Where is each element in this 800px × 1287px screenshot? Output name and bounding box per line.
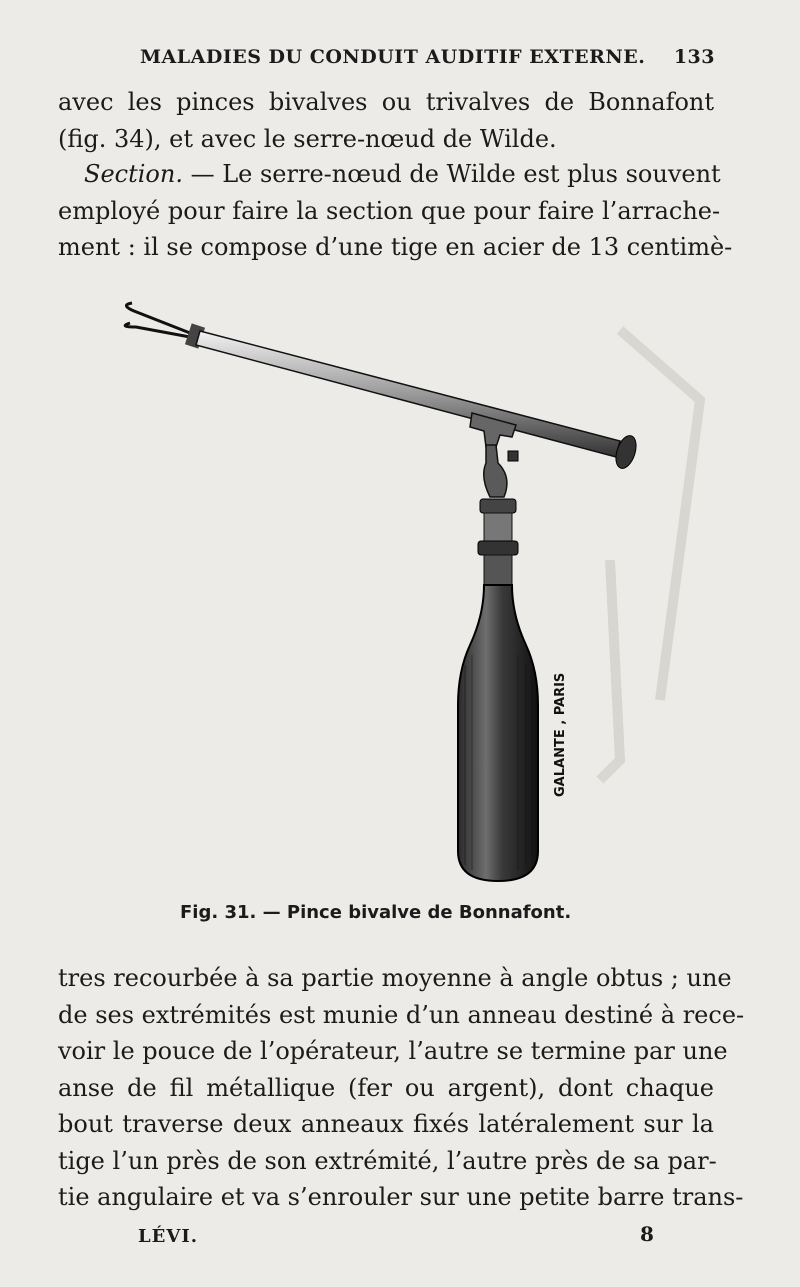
instrument-illustration <box>120 285 660 885</box>
text-line: ment : il se compose d’une tige en acier de 13 centimè- <box>58 233 733 261</box>
sheet-number: 8 <box>640 1222 654 1246</box>
section-heading-rest: — Le serre-nœud de Wilde est plus souvent <box>182 160 721 188</box>
text-line: bout traverse deux anneaux fixés latéralement sur la <box>58 1110 714 1138</box>
text-line: tie angulaire et va s’enrouler sur une petite barre trans- <box>58 1183 744 1211</box>
text-line: (fig. 34), et avec le serre-nœud de Wilde. <box>58 124 557 153</box>
text-line <box>58 156 721 193</box>
paragraph-1 <box>58 84 714 157</box>
page-number: 133 <box>673 46 715 68</box>
signature-mark: LÉVI. <box>138 1226 199 1247</box>
figure-caption: Fig. 31. — Pince bivalve de Bonnafont. <box>180 902 572 923</box>
text-line: voir le pouce de l’opérateur, l’autre se termine par une <box>58 1037 728 1065</box>
text-line: anse de fil métallique (fer ou argent), dont chaque <box>58 1073 714 1102</box>
paragraph-3 <box>58 960 745 1216</box>
text-line: tige l’un près de son extrémité, l’autre près de sa par- <box>58 1146 717 1175</box>
paragraph-2 <box>58 156 733 266</box>
text-line: de ses extrémités est munie d’un anneau destiné à rece- <box>58 1000 745 1029</box>
running-title: MALADIES DU CONDUIT AUDITIF EXTERNE. <box>140 46 646 68</box>
text-line: avec les pinces bivalves ou trivalves de Bonnafont <box>58 88 714 116</box>
maker-mark: GALANTE , PARIS <box>553 672 568 797</box>
text-line: tres recourbée à sa partie moyenne à angle obtus ; une <box>58 964 732 992</box>
text-line: employé pour faire la section que pour faire l’arrache- <box>58 196 721 225</box>
section-heading: Section. <box>84 160 183 188</box>
